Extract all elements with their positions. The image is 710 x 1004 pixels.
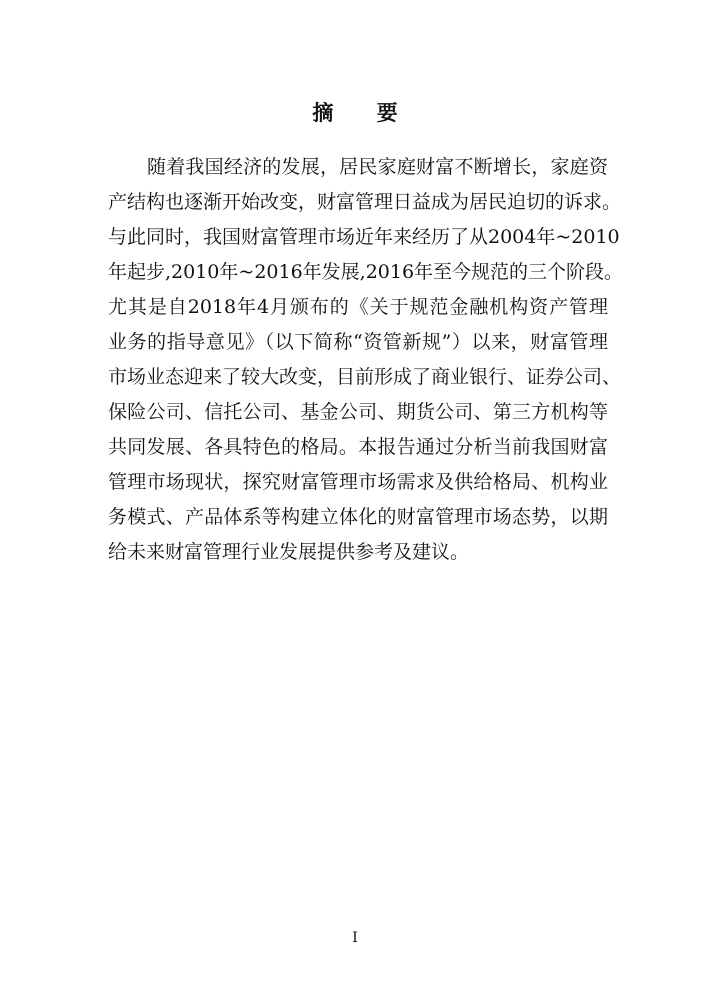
- abstract-paragraph: [108, 150, 624, 570]
- paragraph-line: 年起步,2010年~2016年发展,2016年至今规范的三个阶段。: [108, 261, 624, 283]
- paragraph-line: 市场业态迎来了较大改变，目前形成了商业银行、证券公司、: [108, 366, 622, 388]
- paragraph-line: 业务的指导意见》（以下简称“资管新规”）以来，财富管理: [108, 331, 608, 353]
- paragraph-line: 保险公司、信托公司、基金公司、期货公司、第三方机构等: [108, 401, 608, 423]
- paragraph-line: 共同发展、各具特色的格局。本报告通过分析当前我国财富: [108, 436, 608, 458]
- paragraph-line: 产结构也逐渐开始改变，财富管理日益成为居民迫切的诉求。: [108, 191, 622, 213]
- paragraph-line: 尤其是自2018年4月颁布的《关于规范金融机构资产管理: [108, 296, 608, 318]
- paragraph-line: 务模式、产品体系等构建立体化的财富管理市场态势，以期: [108, 506, 608, 528]
- paragraph-line: 管理市场现状，探究财富管理市场需求及供给格局、机构业: [108, 471, 608, 493]
- paragraph-line: 给未来财富管理行业发展提供参考及建议。: [108, 541, 470, 563]
- paragraph-line: 与此同时，我国财富管理市场近年来经历了从2004年~2010: [108, 226, 620, 248]
- paragraph-line: 随着我国经济的发展，居民家庭财富不断增长，家庭资: [147, 156, 608, 178]
- page-number: I: [352, 930, 358, 946]
- page-title: 摘 要: [312, 100, 416, 125]
